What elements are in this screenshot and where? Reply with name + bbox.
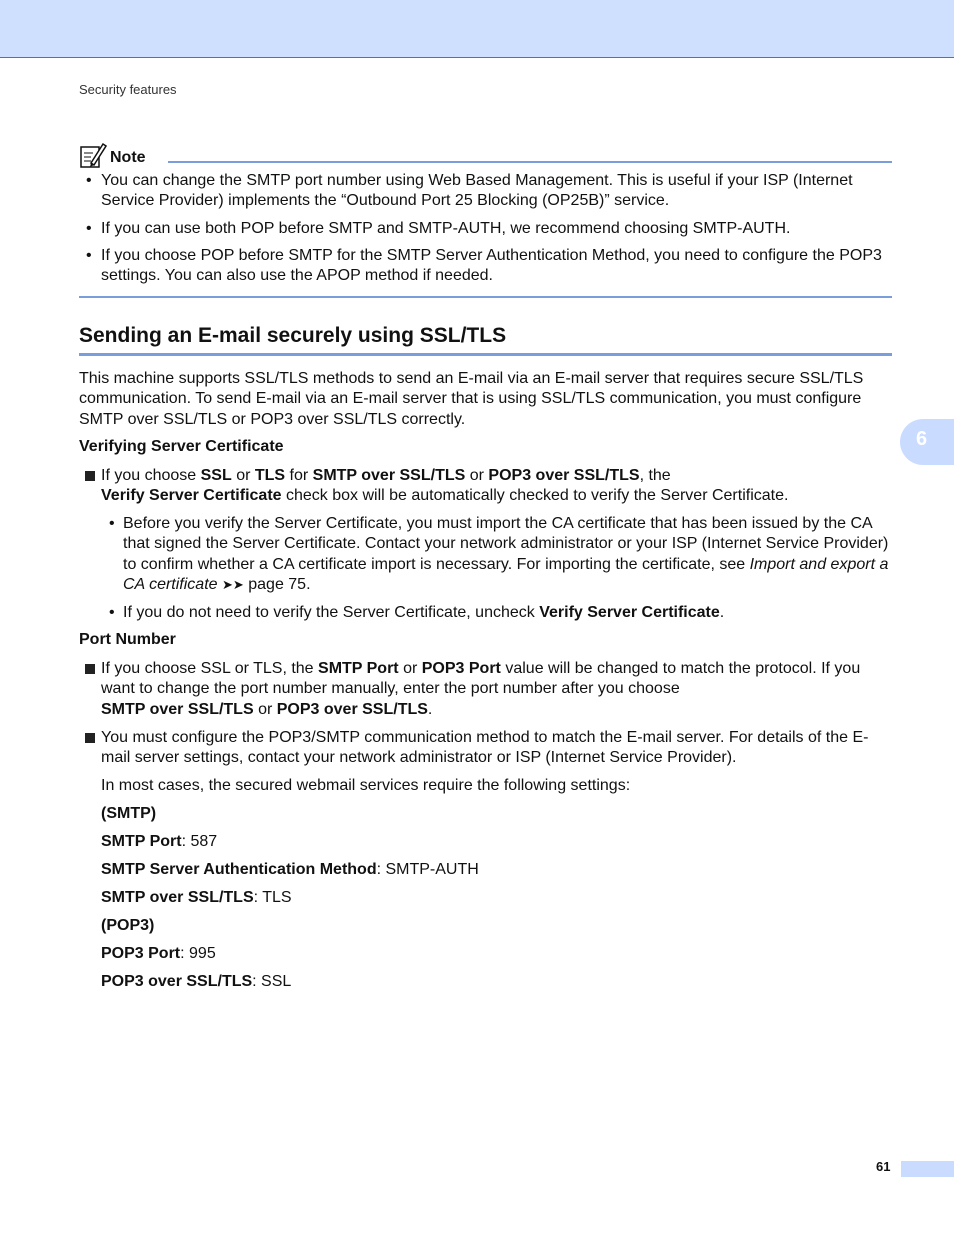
note-item: • If you choose POP before SMTP for the SMTP Server Authentication Method, you need to configure the POP3 settings. You can also use the APOP method if needed. [86,246,882,285]
note-bottom-divider [79,296,892,298]
section-title: Sending an E-mail securely using SSL/TLS [79,324,507,347]
note-item: • If you can use both POP before SMTP and SMTP-AUTH, we recommend choosing SMTP-AUTH. [86,219,791,237]
note-item: • You can change the SMTP port number using Web Based Management. This is useful if your ISP (Internet Service Provider) implements the “Outbound Port 25 Blocking (OP25B)” service. [86,172,853,210]
verify-heading: Verifying Server Certificate [79,438,284,455]
page-number-bar [901,1161,954,1177]
cross-reference-link[interactable]: Import and export a CA certificate [123,555,889,593]
port-item: If you choose SSL or TLS, the SMTP Port or POP3 Port value will be changed to match the protocol. If you want to change the port number manually, enter the port number after you choose SMTP over SSL/TLS or POP3 over SSL/TLS. [79,659,892,720]
note-header [79,141,892,169]
setting-row: SMTP over SSL/TLS: TLS [101,889,292,906]
note-pencil-icon [79,141,107,169]
setting-row: SMTP Port: 587 [101,833,218,850]
note-label: Note [110,149,146,166]
double-arrow-icon: ➤➤ [222,576,244,592]
chapter-tab [900,419,954,465]
setting-row: POP3 over SSL/TLS: SSL [101,973,292,990]
chapter-number: 6 [916,428,928,450]
section-intro: This machine supports SSL/TLS methods to send an E-mail via an E-mail server that requires secure SSL/TLS communication. To send E-mail via an E-mail server that is using SSL/TLS communication, you must configure SMTP over SSL/TLS or POP3 over SSL/TLS correctly. [79,370,864,428]
header-band [0,0,954,58]
running-head: Security features [79,82,177,97]
setting-row: POP3 Port: 995 [101,945,216,962]
setting-row: SMTP Server Authentication Method: SMTP-AUTH [101,861,479,878]
settings-lead: In most cases, the secured webmail services require the following settings: [101,777,631,794]
page-number: 61 [876,1159,891,1174]
note-divider [168,161,892,163]
note-list [79,171,892,286]
verify-item: If you choose SSL or TLS for SMTP over SSL/TLS or POP3 over SSL/TLS, the Verify Server Certificate check box will be automatically checked to verify the Server Certificate. [79,466,892,507]
square-bullet [85,471,95,481]
port-item: You must configure the POP3/SMTP communication method to match the E-mail server. For details of the E-mail server settings, contact your network administrator or ISP (Internet Service Provider). [79,728,892,769]
verify-subitem: • Before you verify the Server Certificate, you must import the CA certificate that has been issued by the CA that signed the Server Certificate. Contact your network administrator or your ISP (Internet Service Provider) to confirm whether a CA certificate import is necessary. For importing the certificate, see Import and export a CA certificate ➤➤ page 75. [109,515,889,593]
square-bullet [85,664,95,674]
verify-subitem: • If you do not need to verify the Server Certificate, uncheck Verify Server Certificate. [109,604,725,621]
square-bullet [85,733,95,743]
setting-row: (SMTP) [101,805,157,822]
port-heading: Port Number [79,631,176,648]
section-title-underline [79,353,892,356]
setting-row: (POP3) [101,917,155,934]
